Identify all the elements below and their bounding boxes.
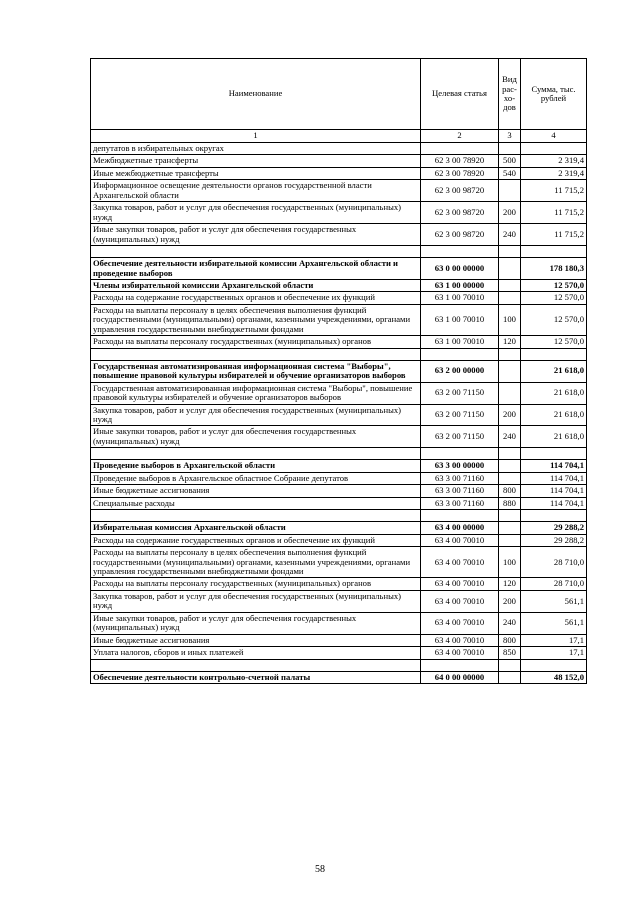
cell-amount (521, 348, 587, 360)
cell-name: Проведение выборов в Архангельской области (91, 460, 421, 472)
cell-amount: 21 618,0 (521, 404, 587, 426)
cell-amount (521, 143, 587, 155)
cell-expense-type (499, 143, 521, 155)
cell-amount: 29 288,2 (521, 534, 587, 546)
cell-amount: 28 710,0 (521, 547, 587, 578)
cell-expense-type (499, 292, 521, 304)
cell-name: Расходы на выплаты персоналу в целях обеспечения выполнения функций государственными (муниципальными) органами, казенными учреждениями, органами управления государственными внебюджетными фондами (91, 547, 421, 578)
cell-target-code: 63 2 00 71150 (421, 404, 499, 426)
cell-amount: 48 152,0 (521, 671, 587, 683)
cell-expense-type (499, 348, 521, 360)
cell-amount: 11 715,2 (521, 180, 587, 202)
col-number-2: 2 (421, 130, 499, 143)
cell-amount: 21 618,0 (521, 426, 587, 448)
cell-target-code: 63 3 00 00000 (421, 460, 499, 472)
cell-name: Члены избирательной комиссии Архангельской области (91, 279, 421, 291)
cell-name: Иные закупки товаров, работ и услуг для обеспечения государственных (муниципальных) нужд (91, 224, 421, 246)
cell-amount: 561,1 (521, 612, 587, 634)
cell-name: Избирательная комиссия Архангельской области (91, 522, 421, 534)
cell-expense-type (499, 448, 521, 460)
cell-expense-type (499, 258, 521, 280)
cell-expense-type: 120 (499, 578, 521, 590)
cell-amount: 178 180,3 (521, 258, 587, 280)
cell-name: Расходы на выплаты персоналу государственных (муниципальных) органов (91, 578, 421, 590)
cell-expense-type: 200 (499, 404, 521, 426)
cell-amount (521, 246, 587, 258)
cell-target-code: 63 4 00 70010 (421, 534, 499, 546)
cell-expense-type: 240 (499, 224, 521, 246)
budget-table (90, 58, 587, 684)
cell-amount: 17,1 (521, 647, 587, 659)
table-row (91, 360, 587, 382)
cell-target-code: 63 1 00 70010 (421, 292, 499, 304)
table-row (91, 202, 587, 224)
cell-name (91, 510, 421, 522)
cell-amount (521, 510, 587, 522)
cell-expense-type: 800 (499, 485, 521, 497)
table-row (91, 143, 587, 155)
cell-target-code: 63 4 00 70010 (421, 612, 499, 634)
cell-target-code: 63 2 00 71150 (421, 382, 499, 404)
header-code: Целевая статья (421, 59, 499, 130)
cell-name (91, 246, 421, 258)
cell-expense-type: 100 (499, 304, 521, 335)
cell-name: Обеспечение деятельности контрольно-счетной палаты (91, 671, 421, 683)
cell-amount: 12 570,0 (521, 279, 587, 291)
empty-row (91, 659, 587, 671)
cell-amount: 12 570,0 (521, 304, 587, 335)
cell-expense-type: 240 (499, 612, 521, 634)
col-number-3: 3 (499, 130, 521, 143)
cell-amount: 12 570,0 (521, 292, 587, 304)
cell-amount: 17,1 (521, 634, 587, 646)
empty-row (91, 348, 587, 360)
cell-expense-type: 800 (499, 634, 521, 646)
cell-target-code (421, 246, 499, 258)
cell-amount: 114 704,1 (521, 497, 587, 509)
cell-expense-type (499, 534, 521, 546)
table-row (91, 472, 587, 484)
cell-target-code (421, 143, 499, 155)
cell-name: Иные бюджетные ассигнования (91, 634, 421, 646)
cell-target-code: 62 3 00 98720 (421, 202, 499, 224)
cell-amount: 21 618,0 (521, 382, 587, 404)
cell-name: Иные закупки товаров, работ и услуг для обеспечения государственных (муниципальных) нужд (91, 612, 421, 634)
table-row (91, 547, 587, 578)
header-vid: Вид рас-хо-дов (499, 59, 521, 130)
cell-expense-type (499, 180, 521, 202)
cell-amount: 12 570,0 (521, 336, 587, 348)
cell-expense-type (499, 659, 521, 671)
cell-amount (521, 659, 587, 671)
cell-name: Иные межбюджетные трансферты (91, 167, 421, 179)
cell-target-code: 63 4 00 70010 (421, 647, 499, 659)
empty-row (91, 510, 587, 522)
header-sum: Сумма, тыс. рублей (521, 59, 587, 130)
table-row (91, 460, 587, 472)
cell-name: Закупка товаров, работ и услуг для обеспечения государственных (муниципальных) нужд (91, 202, 421, 224)
cell-target-code: 63 3 00 71160 (421, 472, 499, 484)
page-number: 58 (315, 864, 325, 875)
cell-expense-type (499, 671, 521, 683)
cell-name: Проведение выборов в Архангельское областное Собрание депутатов (91, 472, 421, 484)
table-row (91, 279, 587, 291)
cell-expense-type (499, 510, 521, 522)
cell-target-code (421, 348, 499, 360)
cell-amount: 2 319,4 (521, 155, 587, 167)
cell-target-code: 63 4 00 70010 (421, 547, 499, 578)
cell-name: Иные закупки товаров, работ и услуг для обеспечения государственных (муниципальных) нужд (91, 426, 421, 448)
table-row (91, 382, 587, 404)
table-row (91, 485, 587, 497)
col-number-1: 1 (91, 130, 421, 143)
cell-name: Информационное освещение деятельности органов государственной власти Архангельской области (91, 180, 421, 202)
cell-expense-type (499, 360, 521, 382)
table-row (91, 671, 587, 683)
cell-name: Закупка товаров, работ и услуг для обеспечения государственных (муниципальных) нужд (91, 590, 421, 612)
cell-amount: 11 715,2 (521, 202, 587, 224)
cell-expense-type (499, 472, 521, 484)
column-number-row (91, 130, 587, 143)
table-row (91, 180, 587, 202)
cell-target-code: 63 4 00 70010 (421, 578, 499, 590)
cell-name: Государственная автоматизированная информационная система "Выборы", повышение правовой культуры избирателей и обучение организаторов выборов (91, 382, 421, 404)
cell-name: Закупка товаров, работ и услуг для обеспечения государственных (муниципальных) нужд (91, 404, 421, 426)
col-number-4: 4 (521, 130, 587, 143)
cell-amount: 114 704,1 (521, 485, 587, 497)
table-row (91, 634, 587, 646)
table-row (91, 258, 587, 280)
cell-target-code (421, 448, 499, 460)
cell-target-code: 63 0 00 00000 (421, 258, 499, 280)
cell-target-code: 62 3 00 98720 (421, 224, 499, 246)
cell-name: Иные бюджетные ассигнования (91, 485, 421, 497)
cell-expense-type (499, 382, 521, 404)
cell-expense-type: 850 (499, 647, 521, 659)
cell-target-code: 63 3 00 71160 (421, 497, 499, 509)
cell-target-code (421, 659, 499, 671)
table-row (91, 426, 587, 448)
cell-name: Государственная автоматизированная информационная система "Выборы", повышение правовой культуры избирателей и обучение организаторов выборов (91, 360, 421, 382)
table-row (91, 497, 587, 509)
cell-name: Уплата налогов, сборов и иных платежей (91, 647, 421, 659)
cell-amount: 2 319,4 (521, 167, 587, 179)
cell-name: Расходы на выплаты персоналу в целях обеспечения выполнения функций государственными (муниципальными) органами, казенными учреждениями, органами управления государственными внебюджетными фондами (91, 304, 421, 335)
cell-name: Межбюджетные трансферты (91, 155, 421, 167)
cell-name: депутатов в избирательных округах (91, 143, 421, 155)
cell-expense-type: 200 (499, 590, 521, 612)
cell-target-code: 62 3 00 78920 (421, 167, 499, 179)
cell-target-code: 64 0 00 00000 (421, 671, 499, 683)
empty-row (91, 246, 587, 258)
cell-expense-type (499, 522, 521, 534)
cell-expense-type: 500 (499, 155, 521, 167)
cell-target-code: 63 4 00 70010 (421, 634, 499, 646)
cell-target-code: 63 1 00 70010 (421, 336, 499, 348)
cell-amount: 28 710,0 (521, 578, 587, 590)
table-row (91, 292, 587, 304)
table-row (91, 522, 587, 534)
cell-target-code: 63 4 00 70010 (421, 590, 499, 612)
cell-target-code: 62 3 00 98720 (421, 180, 499, 202)
cell-expense-type: 880 (499, 497, 521, 509)
cell-amount: 114 704,1 (521, 460, 587, 472)
cell-amount: 21 618,0 (521, 360, 587, 382)
cell-name: Расходы на содержание государственных органов и обеспечение их функций (91, 292, 421, 304)
cell-expense-type: 120 (499, 336, 521, 348)
cell-expense-type (499, 460, 521, 472)
table-row (91, 647, 587, 659)
cell-expense-type (499, 246, 521, 258)
cell-expense-type: 200 (499, 202, 521, 224)
cell-amount: 114 704,1 (521, 472, 587, 484)
cell-expense-type: 100 (499, 547, 521, 578)
table-row (91, 155, 587, 167)
table-row (91, 534, 587, 546)
cell-target-code (421, 510, 499, 522)
table-header-row (91, 59, 587, 130)
cell-target-code: 63 1 00 70010 (421, 304, 499, 335)
table-row (91, 336, 587, 348)
table-row (91, 612, 587, 634)
cell-name: Обеспечение деятельности избирательной комиссии Архангельской области и проведение выборов (91, 258, 421, 280)
cell-name (91, 348, 421, 360)
cell-name: Расходы на выплаты персоналу государственных (муниципальных) органов (91, 336, 421, 348)
cell-expense-type: 540 (499, 167, 521, 179)
cell-amount: 29 288,2 (521, 522, 587, 534)
cell-expense-type (499, 279, 521, 291)
cell-amount: 561,1 (521, 590, 587, 612)
cell-target-code: 63 4 00 00000 (421, 522, 499, 534)
cell-target-code: 63 1 00 00000 (421, 279, 499, 291)
cell-amount: 11 715,2 (521, 224, 587, 246)
table-row (91, 304, 587, 335)
empty-row (91, 448, 587, 460)
header-name: Наименование (91, 59, 421, 130)
cell-expense-type: 240 (499, 426, 521, 448)
cell-amount (521, 448, 587, 460)
cell-target-code: 62 3 00 78920 (421, 155, 499, 167)
cell-name: Расходы на содержание государственных органов и обеспечение их функций (91, 534, 421, 546)
cell-name (91, 448, 421, 460)
table-row (91, 167, 587, 179)
cell-target-code: 63 2 00 00000 (421, 360, 499, 382)
table-row (91, 578, 587, 590)
table-row (91, 224, 587, 246)
cell-target-code: 63 3 00 71160 (421, 485, 499, 497)
table-row (91, 590, 587, 612)
cell-target-code: 63 2 00 71150 (421, 426, 499, 448)
cell-name: Специальные расходы (91, 497, 421, 509)
table-row (91, 404, 587, 426)
cell-name (91, 659, 421, 671)
